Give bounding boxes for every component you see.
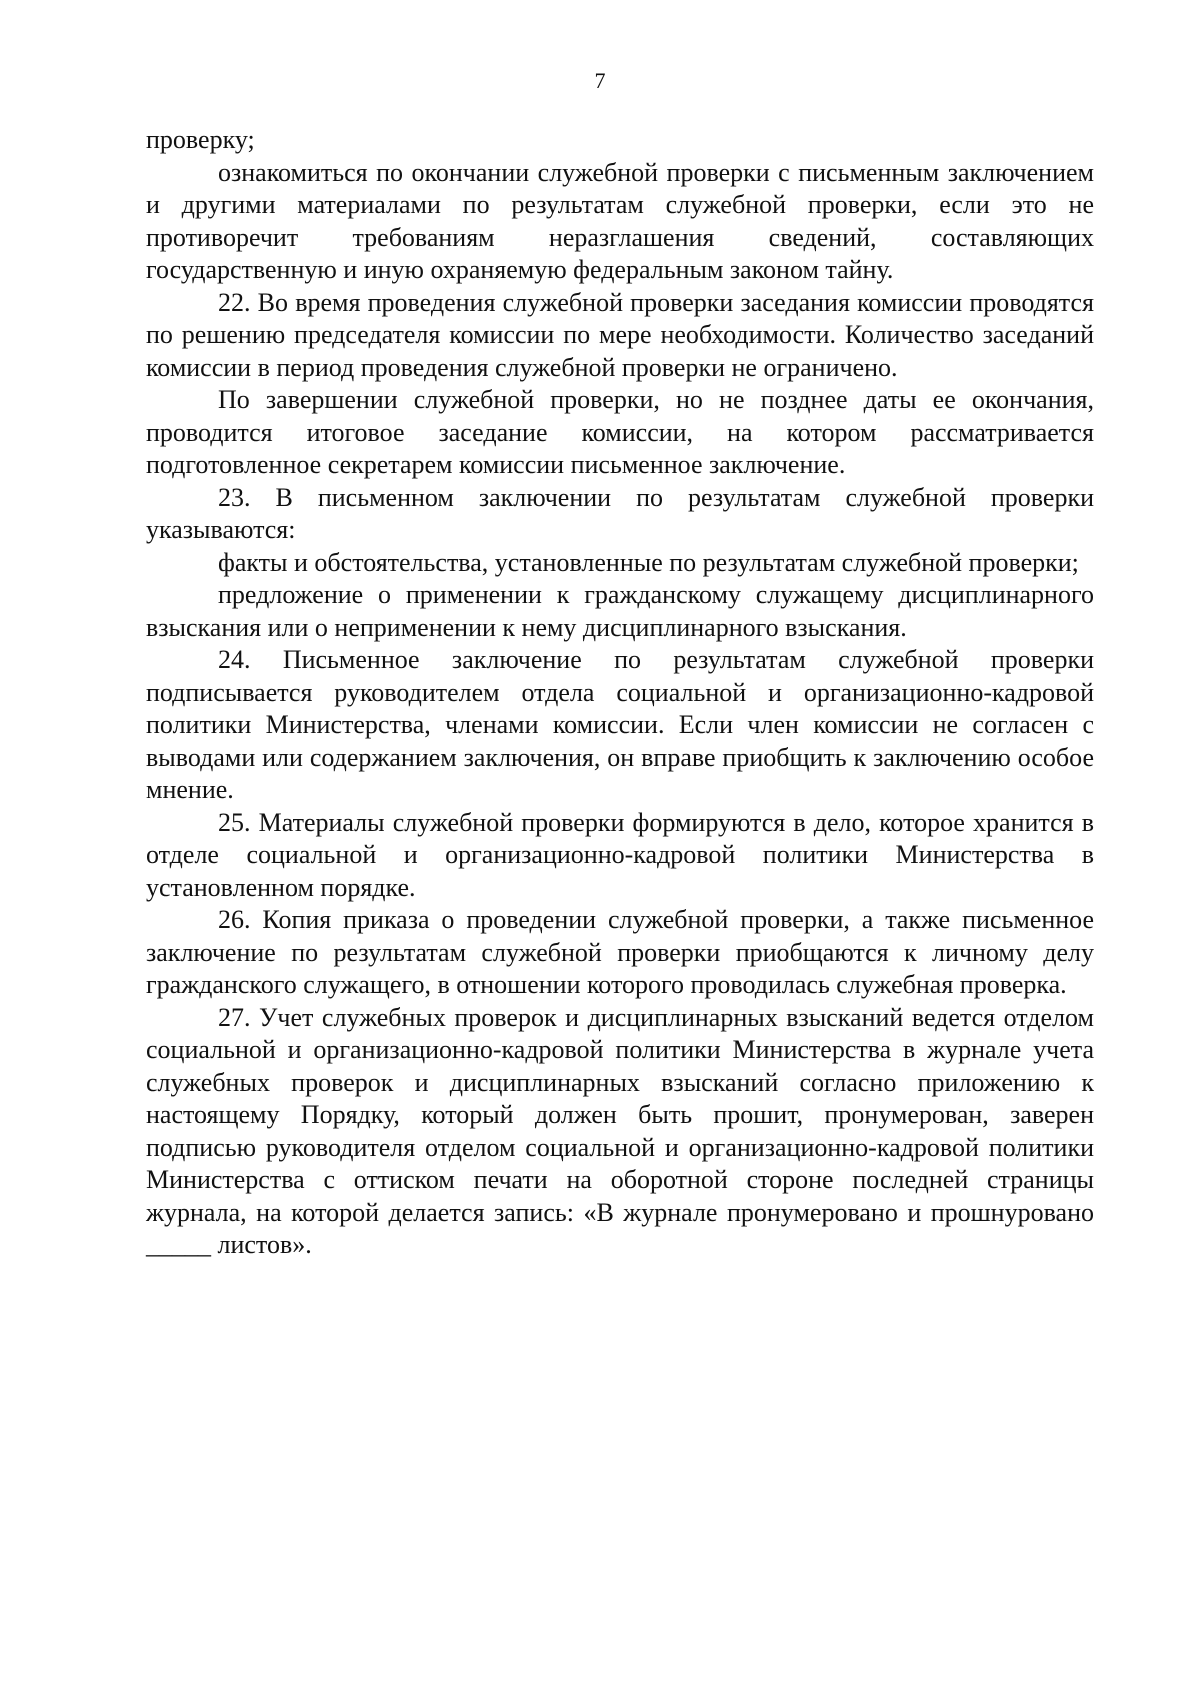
paragraph-item-24: 24. Письменное заключение по результатам служебной проверки подписывается руководителем отдела социальной и организационно-кадровой политики Министерства, членами комиссии. Если член комиссии не согласен с выводами или содержанием заключения, он вправе приобщить к заключению особое мнение.: [146, 645, 1094, 804]
paragraph-item-25: 25. Материалы служебной проверки формируются в дело, которое хранится в отделе социальной и организационно-кадровой политики Министерства в установленном порядке.: [146, 807, 1094, 902]
paragraph-2: ознакомиться по окончании служебной проверки с письменным заключением и другими материалами по результатам служебной проверки, если это не противоречит требованиям неразглашения сведений, составляющих государственную и иную охраняемую федеральным законом тайну.: [146, 157, 1094, 284]
paragraph-4: По завершении служебной проверки, но не позднее даты ее окончания, проводится итоговое заседание комиссии, на котором рассматривается подготовленное секретарем комиссии письменное заключение.: [146, 385, 1094, 479]
paragraph-1: проверку;: [146, 125, 255, 154]
paragraph-item-23: 23. В письменном заключении по результатам служебной проверки указываются:: [146, 482, 1094, 544]
page-number: 7: [594, 68, 606, 93]
paragraph-item-27: 27. Учет служебных проверок и дисциплинарных взысканий ведется отделом социальной и организационно-кадровой политики Министерства в журнале учета служебных проверок и дисциплинарных взысканий согласно приложению к настоящему Порядку, который должен быть прошит, пронумерован, заверен подписью руководителя отделом социальной и организационно-кадровой политики Министерства с оттиском печати на оборотной стороне последней страницы журнала, на которой делается запись: «В журнале пронумеровано и прошнуровано _____ листов».: [146, 1002, 1094, 1259]
paragraph-7: предложение о применении к гражданскому служащему дисциплинарного взыскания или о неприменении к нему дисциплинарного взыскания.: [146, 580, 1094, 642]
paragraph-item-22: 22. Во время проведения служебной проверки заседания комиссии проводятся по решению председателя комиссии по мере необходимости. Количество заседаний комиссии в период проведения служебной проверки не ограничено.: [146, 287, 1094, 382]
paragraph-item-26: 26. Копия приказа о проведении служебной проверки, а также письменное заключение по результатам служебной проверки приобщаются к личному делу гражданского служащего, в отношении которого проводилась служебная проверка.: [146, 905, 1094, 999]
document-body: [146, 124, 1094, 1262]
paragraph-6: факты и обстоятельства, установленные по результатам служебной проверки;: [218, 547, 1079, 577]
